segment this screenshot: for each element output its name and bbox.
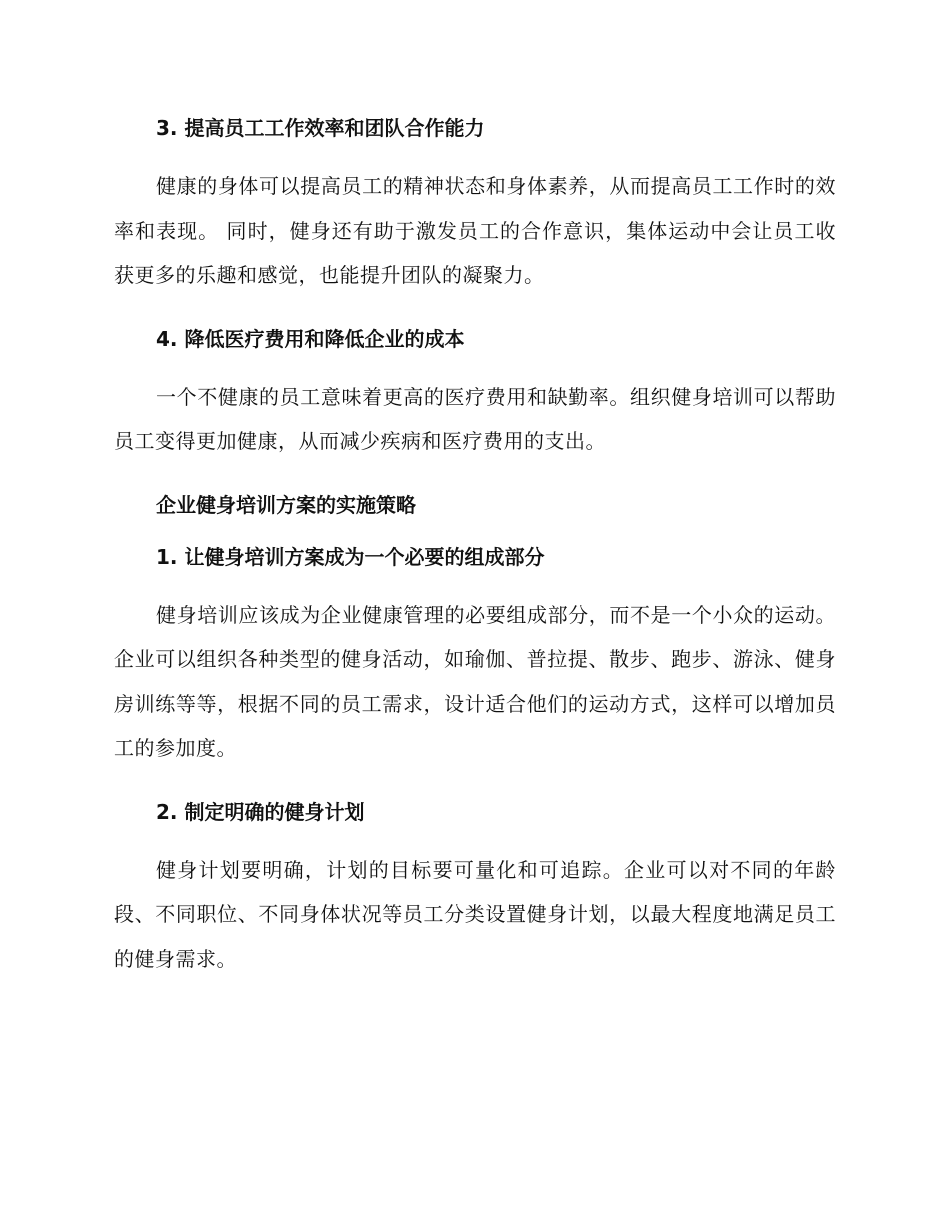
section-heading: 4. 降低医疗费用和降低企业的成本 xyxy=(156,326,465,351)
section-paragraph: 一个不健康的员工意味着更高的医疗费用和缺勤率。组织健身培训可以帮助员工变得更加健康，从而减少疾病和医疗费用的支出。 xyxy=(114,384,836,453)
section-heading: 2. 制定明确的健身计划 xyxy=(156,799,365,824)
section-heading: 1. 让健身培训方案成为一个必要的组成部分 xyxy=(156,544,545,569)
section-paragraph: 健身培训应该成为企业健康管理的必要组成部分，而不是一个小众的运动。企业可以组织各种类型的健身活动，如瑜伽、普拉提、散步、跑步、游泳、健身房训练等等，根据不同的员工需求，设计适合他们的运动方式，这样可以增加员工的参加度。 xyxy=(114,602,836,760)
section-heading: 企业健身培训方案的实施策略 xyxy=(156,492,416,517)
section-paragraph: 健康的身体可以提高员工的精神状态和身体素养，从而提高员工工作时的效率和表现。 同时，健身还有助于激发员工的合作意识，集体运动中会让员工收获更多的乐趣和感觉，也能提升团队的凝聚力。 xyxy=(114,174,836,287)
section-heading: 3. 提高员工工作效率和团队合作能力 xyxy=(156,116,485,140)
section-paragraph: 健身计划要明确，计划的目标要可量化和可追踪。企业可以对不同的年龄段、不同职位、不同身体状况等员工分类设置健身计划，以最大程度地满足员工的健身需求。 xyxy=(114,857,836,971)
